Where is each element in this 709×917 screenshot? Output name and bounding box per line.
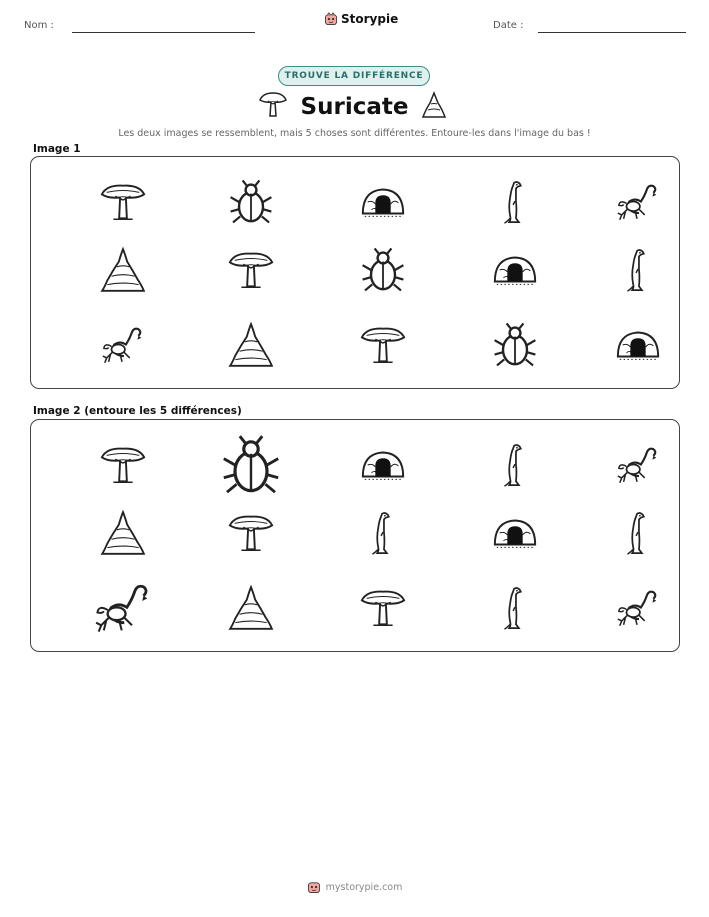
footer	[0, 880, 709, 894]
acacia-tree-icon[interactable]	[227, 509, 275, 557]
acacia-tree-icon[interactable]	[359, 584, 407, 632]
image1-panel	[30, 156, 680, 389]
image1-label: Image 1	[33, 143, 81, 155]
page-title: Suricate	[300, 94, 409, 120]
scorpion-icon[interactable]	[614, 584, 662, 632]
termite-mound-icon[interactable]	[227, 321, 275, 369]
instructions: Les deux images se ressemblent, mais 5 choses sont différentes. Entoure-les dans l'image du bas !	[118, 128, 591, 139]
brand	[324, 12, 398, 26]
storypie-logo-icon	[324, 12, 338, 26]
burrow-icon[interactable]	[614, 321, 662, 369]
meerkat-icon[interactable]	[614, 246, 662, 294]
termite-mound-icon[interactable]	[227, 584, 275, 632]
scorpion-icon[interactable]	[99, 321, 147, 369]
beetle-icon[interactable]	[227, 178, 275, 226]
brand-name: Storypie	[341, 12, 399, 26]
scorpion-icon[interactable]	[614, 178, 662, 226]
meerkat-icon[interactable]	[491, 178, 539, 226]
meerkat-icon[interactable]	[491, 584, 539, 632]
beetle-icon[interactable]	[219, 433, 283, 497]
beetle-icon[interactable]	[359, 246, 407, 294]
acacia-tree-icon[interactable]	[99, 178, 147, 226]
termite-mound-icon	[419, 90, 449, 120]
burrow-icon[interactable]	[359, 441, 407, 489]
image2-label: Image 2 (entoure les 5 différences)	[33, 405, 242, 417]
image2-panel	[30, 419, 680, 652]
burrow-icon[interactable]	[359, 178, 407, 226]
burrow-icon[interactable]	[491, 246, 539, 294]
acacia-tree-icon[interactable]	[99, 441, 147, 489]
scorpion-icon[interactable]	[614, 441, 662, 489]
activity-badge: TROUVE LA DIFFÉRENCE	[278, 66, 430, 86]
name-field-line[interactable]	[72, 32, 255, 33]
acacia-tree-icon[interactable]	[359, 321, 407, 369]
date-label: Date :	[493, 20, 524, 31]
date-field-line[interactable]	[538, 32, 686, 33]
meerkat-icon[interactable]	[359, 509, 407, 557]
meerkat-icon[interactable]	[491, 441, 539, 489]
acacia-tree-icon[interactable]	[227, 246, 275, 294]
beetle-icon[interactable]	[491, 321, 539, 369]
burrow-icon[interactable]	[491, 509, 539, 557]
termite-mound-icon[interactable]	[99, 246, 147, 294]
storypie-logo-icon	[307, 880, 321, 894]
footer-url[interactable]: mystorypie.com	[325, 881, 403, 893]
scorpion-icon[interactable]	[91, 576, 155, 640]
name-label: Nom :	[24, 20, 54, 31]
meerkat-icon[interactable]	[614, 509, 662, 557]
termite-mound-icon[interactable]	[99, 509, 147, 557]
